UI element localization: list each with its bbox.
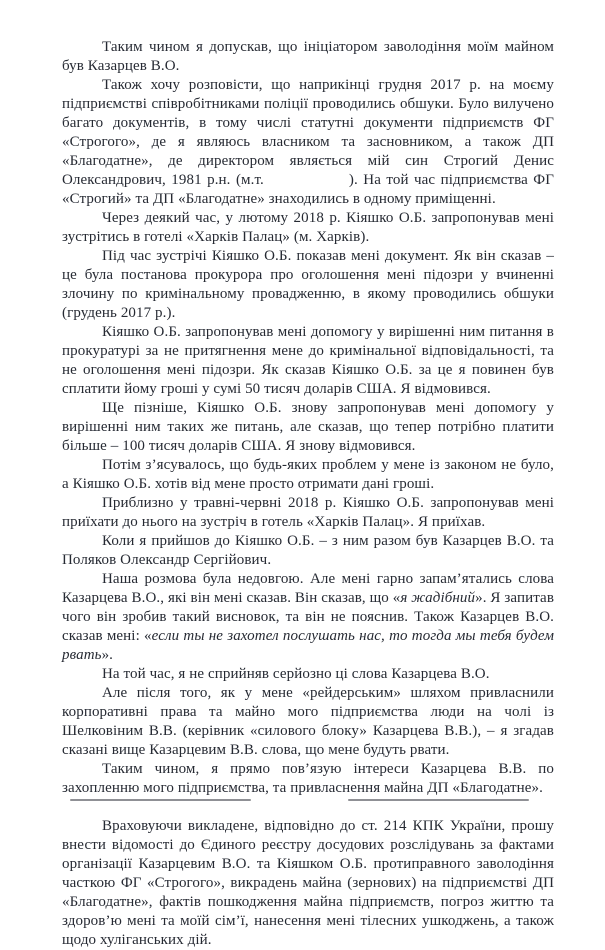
text-run: Таким чином я допускав, що ініціатором заволодіння моїм майном був Казарцев В.О. (62, 39, 554, 74)
text-run: ». Я запитав чого він зробив такий висновок, та він не пояснив. Також Казарцев В.О. сказав мені: « (62, 590, 554, 644)
text-run: Кіяшко О.Б. запропонував мені допомогу у вирішенні ним питання в прокуратурі за не притягнення мене до кримінальної відповідальності, та не оголошення мені підозри. Як сказав Кіяшко О.Б. за це я повинен був сплатити йому гроші у сумі 50 тисяч доларів США. Я відмовився. (62, 324, 554, 397)
paragraph (62, 494, 554, 532)
text-run: Враховуючи викладене, відповідно до ст. 214 КПК України, прошу внести відомості до Єдиного реєстру досудових розслідувань за фактами організації Казарцевим В.О. та Кіяшком О.Б. протиправного заволодіння часткою ФГ «Строгого», викрадень майна (зернових) на підприємстві ДП «Благодатне», фактів пошкодження майна підприємств, погроз життю та здоров’ю мені та моїй сім’ї, нанесення мені тілесних ушкоджень, а також щодо хуліганських дій. (62, 818, 554, 948)
paragraph (62, 399, 554, 456)
text-run: Таким чином, я прямо пов’язую інтереси Казарцева В.В. по захопленню мого підприємства, та привласнення майна ДП «Благодатне». (62, 761, 554, 796)
paragraph (62, 665, 554, 684)
text-run: Коли я прийшов до Кіяшко О.Б. – з ним разом був Казарцев В.О. та Поляков Олександр Сергійович. (62, 533, 554, 568)
text-run: Приблизно у травні-червні 2018 р. Кіяшко О.Б. запропонував мені приїхати до нього на зустріч в готель «Харків Палац». Я приїхав. (62, 495, 554, 530)
paragraph (62, 570, 554, 665)
text-run: я жадібний (400, 590, 476, 606)
paragraph (62, 760, 554, 798)
text-run: если ты не захотел послушать нас, то тогда мы тебя будем рвать (62, 628, 554, 663)
paragraph (62, 209, 554, 247)
text-run: Також хочу розповісти, що наприкінці грудня 2017 р. на моєму підприємстві співробітниками поліції проводились обшуки. Було вилучено багато документів, в тому числі статутні документи підприємств ФГ «Строгого», де я являюсь власником та засновником, а також ДП «Благодатне», де директором являється мій син Строгий Денис Олександрович, 1981 р.н. (м.т. (62, 77, 554, 188)
text-run: На той час, я не сприйняв серйозно ці слова Казарцева В.О. (102, 666, 490, 682)
text-run: ). На той час підприємства ФГ «Строгий» та ДП «Благодатне» знаходились в одному приміщенні. (62, 172, 554, 207)
text-run: ». (101, 647, 114, 663)
text-run: Потім з’ясувалось, що будь-яких проблем у мене із законом не було, а Кіяшко О.Б. хотів від мене просто отримати дані гроші. (62, 457, 554, 492)
paragraph (62, 817, 554, 950)
text-run: Наша розмова була недовгою. Але мені гарно запам’ятались слова Казарцева В.О., які він мені сказав. Він сказав, що « (62, 571, 554, 606)
paragraph (62, 684, 554, 760)
text-run: Через деякий час, у лютому 2018 р. Кіяшко О.Б. запропонував мені зустрітись в готелі «Харків Палац» (м. Харків). (62, 210, 554, 245)
paragraph (62, 323, 554, 399)
signature-line-left (70, 799, 251, 801)
text-run: Ще пізніше, Кіяшко О.Б. знову запропонував мені допомогу у вирішенні ним таких же питань, але сказав, що тепер потрібно платити більше – 100 тисяч доларів США. Я знову відмовився. (62, 400, 554, 454)
text-run: Під час зустрічі Кіяшко О.Б. показав мені документ. Як він сказав – це була постанова прокурора про оголошення мені підозри у вчиненні злочину по кримінальному провадженню, в якому проводились обшуки (грудень 2017 р.). (62, 248, 554, 321)
paragraph (62, 456, 554, 494)
signature-line-right (348, 799, 529, 801)
paragraph (62, 38, 554, 76)
document-body (62, 38, 554, 950)
paragraph (62, 532, 554, 570)
text-run: Але після того, як у мене «рейдерським» шляхом привласнили корпоративні права та майно мого підприємства люди на чолі із Шелковіним В.В. (керівник «силового блоку» Казарцева В.В.), – я згадав сказані вище Казарцевим В.В. слова, що мене будуть рвати. (62, 685, 554, 758)
paragraph (62, 76, 554, 209)
paragraph (62, 247, 554, 323)
signature-row (0, 799, 605, 802)
